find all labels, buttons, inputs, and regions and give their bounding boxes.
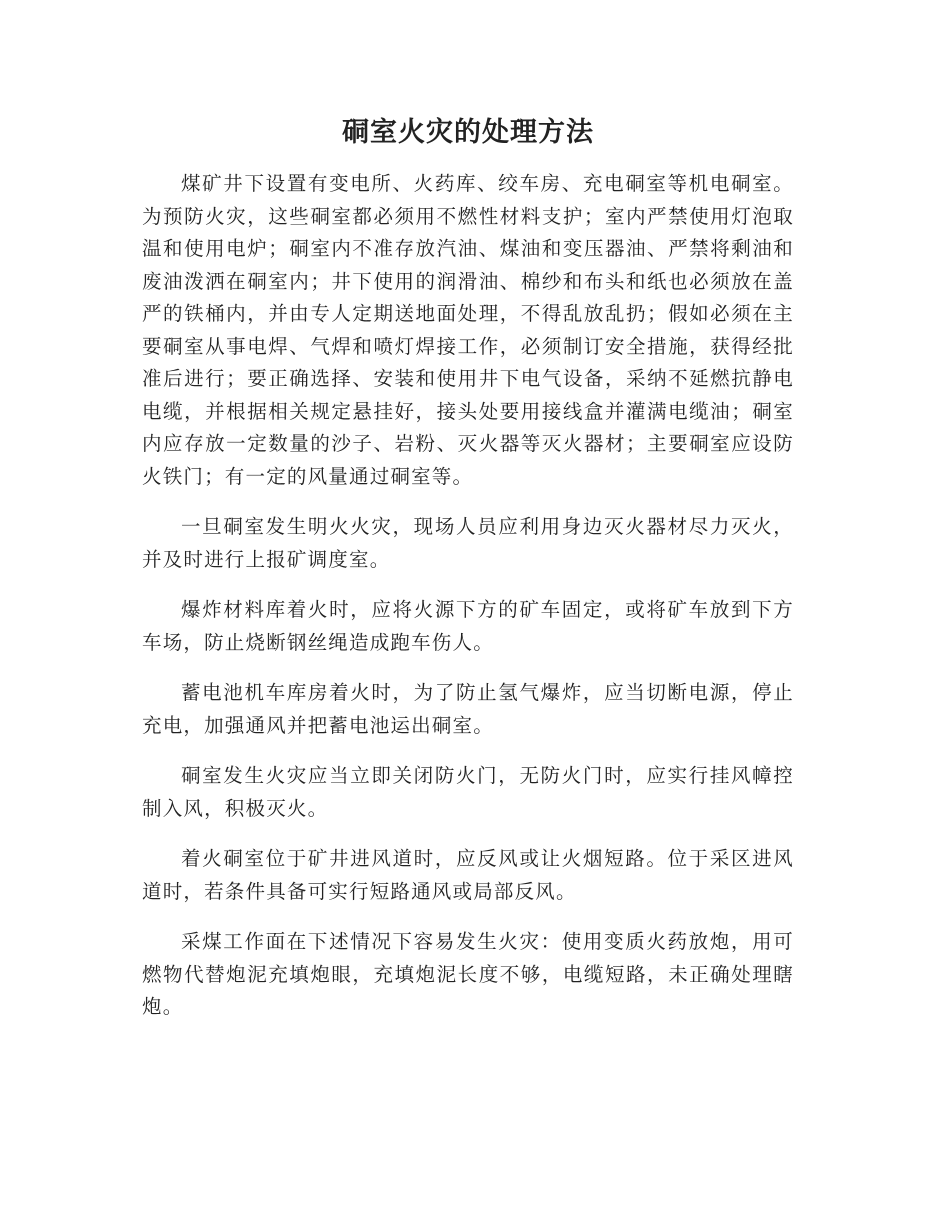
paragraph-1: 煤矿井下设置有变电所、火药库、绞车房、充电硐室等机电硐室。为预防火灾，这些硐室都必须用不燃性材料支护；室内严禁使用灯泡取温和使用电炉；硐室内不准存放汽油、煤油和变压器油、严禁将剩油和废油泼洒在硐室内；井下使用的润滑油、棉纱和布头和纸也必须放在盖严的铁桶内，并由专人定期送地面处理，不得乱放乱扔；假如必须在主要硐室从事电焊、气焊和喷灯焊接工作，必须制订安全措施，获得经批准后进行；要正确选择、安装和使用井下电气设备，采纳不延燃抗静电电缆，并根据相关规定悬挂好，接头处要用接线盒并灌满电缆油；硐室内应存放一定数量的沙子、岩粉、灭火器等灭火器材；主要硐室应设防火铁门；有一定的风量通过硐室等。 xyxy=(142,172,794,488)
paragraph-7: 采煤工作面在下述情况下容易发生火灾：使用变质火药放炮，用可燃物代替炮泥充填炮眼，充填炮泥长度不够，电缆短路，未正确处理瞎炮。 xyxy=(142,930,794,1018)
paragraph-6: 着火硐室位于矿井进风道时，应反风或让火烟短路。位于采区进风道时，若条件具备可实行短路通风或局部反风。 xyxy=(142,847,794,903)
paragraph-5: 硐室发生火灾应当立即关闭防火门，无防火门时，应实行挂风幛控制入风，积极灭火。 xyxy=(142,764,794,820)
paragraph-4: 蓄电池机车库房着火时，为了防止氢气爆炸，应当切断电源，停止充电，加强通风并把蓄电池运出硐室。 xyxy=(142,681,794,737)
document-title: 硐室火灾的处理方法 xyxy=(342,117,594,148)
paragraph-3: 爆炸材料库着火时，应将火源下方的矿车固定，或将矿车放到下方车场，防止烧断钢丝绳造成跑车伤人。 xyxy=(142,598,794,654)
document-page xyxy=(142,108,794,1042)
paragraph-2: 一旦硐室发生明火火灾，现场人员应利用身边灭火器材尽力灭火，并及时进行上报矿调度室。 xyxy=(142,515,794,571)
